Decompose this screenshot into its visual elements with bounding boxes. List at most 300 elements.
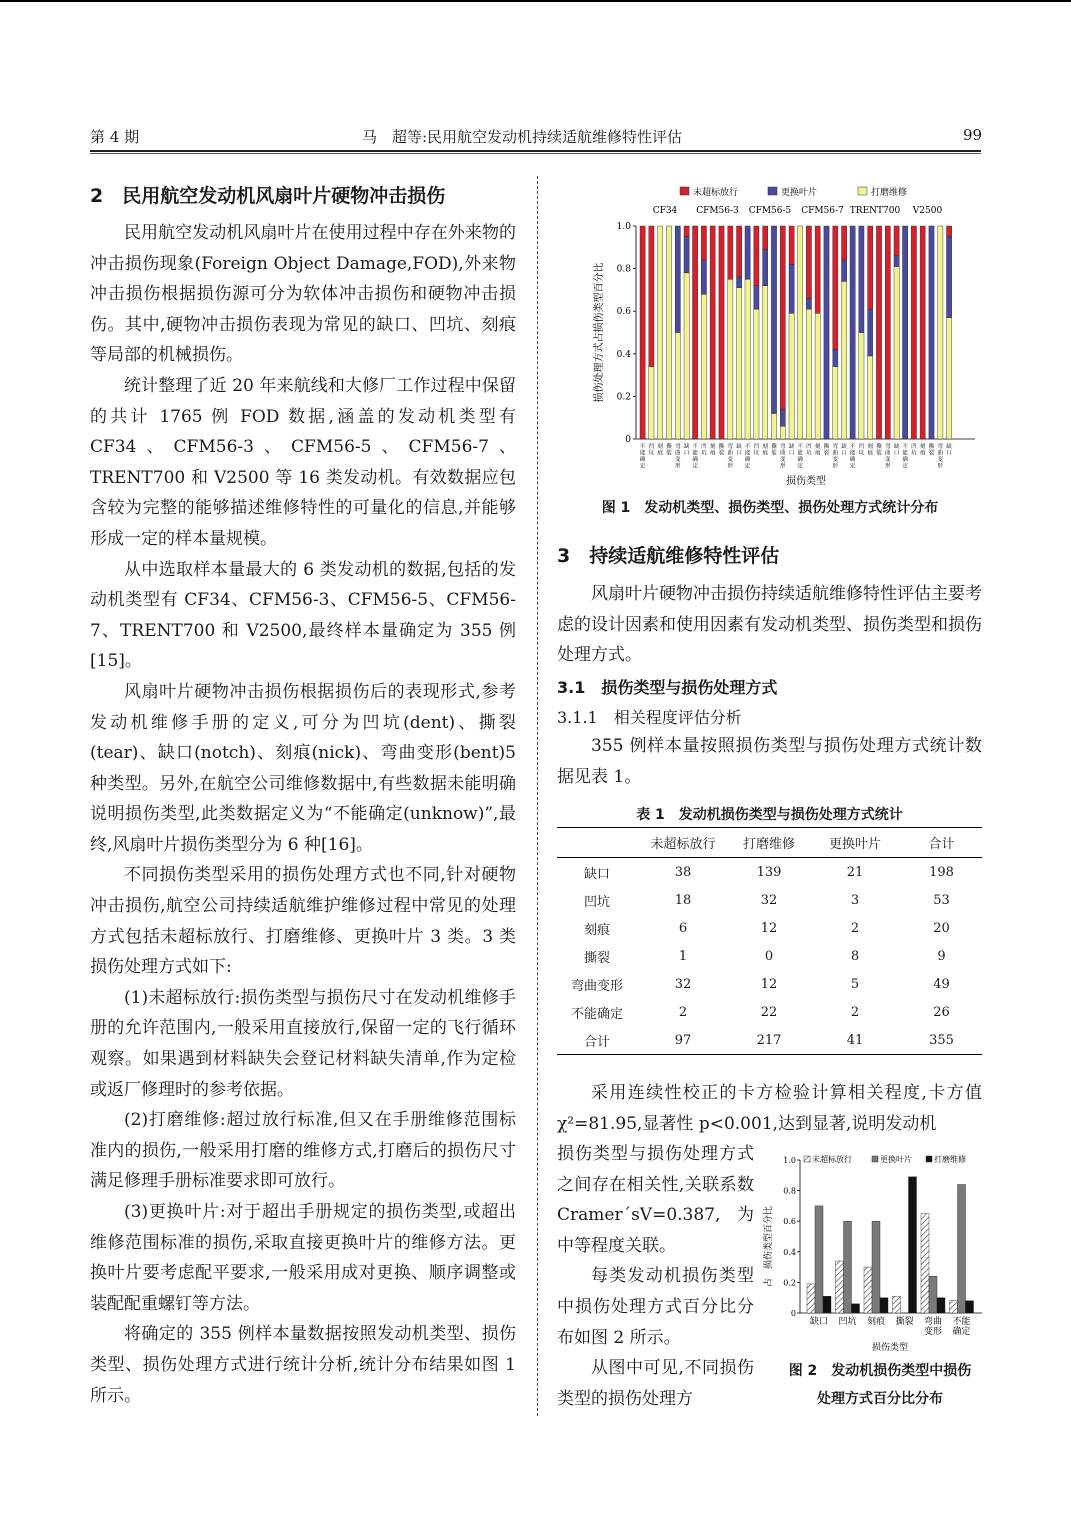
bar	[909, 1177, 917, 1313]
bar-segment	[859, 226, 864, 333]
bar-segment	[701, 226, 706, 260]
x-tick-label: 裂	[823, 450, 830, 457]
bar-segment	[894, 226, 899, 256]
table-cell: 355	[901, 1026, 982, 1055]
bar-segment	[763, 249, 768, 285]
x-tick-label: 不	[797, 444, 803, 450]
bar	[844, 1221, 852, 1313]
x-tick-label: 确	[639, 457, 646, 463]
engine-group-label: V2500	[912, 206, 943, 216]
table-row	[557, 1026, 982, 1055]
x-tick-label: 变	[780, 457, 786, 463]
bar	[921, 1214, 929, 1313]
table-1-caption: 表 1 发动机损伤类型与损伤处理方式统计	[636, 807, 903, 823]
table-cell: 5	[850, 976, 860, 992]
x-tick-label: 变	[937, 457, 944, 463]
legend-label: 打磨维修	[871, 188, 908, 198]
bar-segment	[675, 333, 680, 440]
bar	[929, 1276, 937, 1313]
section-2-body	[90, 218, 516, 1411]
paragraph: 不同损伤类型采用的损伤处理方式也不同,针对硬物冲击损伤,航空公司持续适航维护维修过程中常见的处理方式包括未超标放行、打磨维修、更换叶片 3 类。3 类损伤处理方式如下:	[90, 865, 516, 978]
x-tick-label: 定	[744, 463, 751, 470]
x-tick-label: 曲	[780, 450, 786, 457]
bar-segment	[894, 266, 899, 439]
bar-segment	[929, 226, 934, 439]
bar-segment	[789, 226, 794, 264]
bar-segment	[833, 226, 838, 350]
bar-segment	[666, 226, 671, 439]
table-cell: 9	[937, 948, 946, 964]
legend-swatch	[680, 187, 689, 195]
paragraph: (3)更换叶片:对于超出手册规定的损伤类型,或超出维修范围标准的损伤,采取直接更换叶片的维修方法。更换叶片要考虑配平要求,一般采用成对更换、顺序调整或装配配重螺钉等方法。	[90, 1202, 516, 1314]
row-label: 不能确定	[570, 1006, 623, 1022]
bar-segment	[649, 226, 654, 367]
legend-label: 更换叶片	[781, 188, 818, 198]
paragraph: (2)打磨维修:超过放行标准,但又在手册维修范围标准内的损伤,一般采用打磨的维修方式,打磨后的损伤尺寸满足修理手册标准要求即可放行。	[90, 1110, 516, 1192]
x-tick-label: 能	[849, 450, 856, 457]
row-label: 缺口	[583, 866, 610, 882]
bar	[937, 1298, 945, 1313]
bar	[852, 1304, 860, 1313]
x-tick-label: 口	[736, 450, 742, 457]
x-tick-label: 定	[797, 463, 803, 470]
y-tick-label: 0.8	[783, 1186, 796, 1196]
bar-segment	[780, 409, 785, 426]
x-tick-label: 裂	[718, 450, 725, 457]
x-tick-label: 缺	[946, 444, 952, 450]
x-tick-label: 变	[832, 457, 839, 463]
x-tick-label: 坑	[648, 450, 655, 457]
x-tick-label: 凹	[753, 444, 760, 450]
y-tick-label: 0.4	[783, 1247, 796, 1257]
table-intro	[557, 731, 982, 792]
x-tick-label: 缺	[736, 444, 742, 450]
bar-segment	[824, 226, 829, 439]
bar-segment	[789, 264, 794, 313]
paragraph: 统计整理了近 20 年来航线和大修厂工作过程中保留的共计 1765 例 FOD 数据,涵盖的发动机类型有 CF34、CFM56-3、CFM56-5、CFM56-7、TRENT700 和 V2500 等 16 类发动机。有效数据应包含较为完整的能够描述维修特性的可量化的信息,并能够形成一定的样本量规模。	[90, 375, 516, 549]
bar-segment	[649, 367, 654, 439]
x-tick-label: 坑	[753, 450, 760, 457]
x-tick-label: 刻	[867, 444, 873, 450]
bar-segment	[938, 226, 943, 439]
x-tick-label: 弯	[832, 444, 839, 450]
x-tick-label: 定	[692, 463, 698, 470]
bar-segment	[728, 226, 733, 279]
x-tick-label: 口	[683, 450, 690, 457]
column-header: 打磨维修	[729, 828, 809, 858]
x-tick-label: 缺口	[809, 1317, 829, 1327]
x-tick-label: 变	[885, 457, 891, 463]
x-tick-label: 痕	[919, 450, 926, 457]
bar-segment	[710, 226, 715, 439]
x-tick-label: 裂	[771, 450, 777, 457]
y-tick-label: 0.6	[783, 1217, 796, 1227]
bar-segment	[876, 226, 881, 439]
legend-label: 未超标放行	[812, 1155, 852, 1164]
table-cell: 32	[674, 976, 692, 992]
table-header-row	[557, 828, 982, 858]
x-tick-label: 缺	[683, 444, 690, 450]
x-tick-label: 凹	[648, 444, 655, 450]
x-tick-label: 变	[675, 457, 681, 463]
x-tick-label: 曲	[937, 450, 944, 457]
paragraph: 民用航空发动机风扇叶片在使用过程中存在外来物的冲击损伤现象(Foreign Object Damage,FOD),外来物冲击损伤根据损伤源可分为软体冲击损伤和硬物冲击损伤。其中,硬物冲击损伤表现为常见的缺口、凹坑、刻痕等局部的机械损伤。	[90, 223, 516, 366]
engine-group-label: CFM56-3	[696, 206, 739, 216]
x-tick-label: 确	[744, 457, 751, 463]
x-tick-label: 撕裂	[895, 1317, 914, 1327]
running-title: 马 超等:民用航空发动机持续适航维修特性评估	[362, 128, 683, 146]
x-tick-label: 确	[849, 457, 856, 463]
table-cell: 49	[933, 976, 950, 992]
x-tick-label: 不	[744, 444, 751, 450]
y-tick-label: 0.8	[616, 264, 631, 275]
table-cell: 12	[760, 920, 778, 936]
paragraph: 从图中可见,不同损伤类型的损伤处理方	[557, 1358, 754, 1409]
top-border	[0, 0, 1071, 2]
x-tick-label: 缺	[893, 444, 900, 450]
bar-segment	[911, 226, 916, 439]
paragraph: 损伤类型与损伤处理方式之间存在相关性,关联系数 Cramer´sV=0.387,为中等程度关联。	[557, 1144, 754, 1256]
bar-segment	[885, 226, 890, 439]
x-tick-label: 刻	[762, 444, 768, 450]
x-tick-label: 口	[788, 450, 795, 457]
table-cell: 20	[933, 920, 950, 936]
table-cell: 217	[729, 1026, 809, 1055]
x-tick-label: 弯	[937, 444, 944, 450]
x-tick-label: 凹	[858, 444, 865, 450]
table-cell: 139	[756, 864, 782, 880]
header-rule-thin	[90, 153, 981, 154]
bar-segment	[789, 313, 794, 439]
x-tick-label: 口	[893, 450, 900, 457]
x-tick-label: 确	[692, 457, 698, 463]
x-tick-label: 能	[692, 450, 698, 457]
x-tick-label: 形	[675, 463, 681, 470]
bar-segment	[868, 226, 873, 309]
y-axis-label: 占 损伤类型百分比	[764, 1205, 774, 1288]
bar-segment	[920, 226, 925, 439]
x-tick-label: 形	[885, 463, 891, 470]
x-tick-label: 弯	[727, 444, 734, 450]
bar-segment	[842, 260, 847, 281]
row-label: 撕裂	[583, 950, 610, 966]
x-tick-label: 刻痕	[866, 1317, 886, 1327]
x-tick-label: 不	[849, 444, 856, 450]
bar-segment	[737, 277, 742, 288]
y-tick-label: 0.6	[616, 307, 631, 318]
bar-segment	[842, 281, 847, 439]
x-tick-label: 定	[849, 463, 856, 470]
bar-segment	[675, 226, 680, 333]
x-tick-label: 凹	[806, 444, 812, 450]
engine-group-label: TRENT700	[849, 206, 901, 216]
legend-label: 未超标放行	[693, 188, 739, 198]
x-tick-label: 口	[946, 450, 952, 457]
bar-segment	[771, 226, 776, 413]
table-cell: 26	[933, 1004, 950, 1020]
section-3-title: 3 持续适航维修特性评估	[557, 545, 780, 567]
bar	[893, 1296, 901, 1313]
table-cell: 3	[850, 892, 860, 908]
table-cell: 53	[933, 892, 950, 908]
bar-segment	[719, 226, 724, 439]
x-tick-label: 形	[832, 463, 839, 470]
figure-2-caption-line-2: 处理方式百分比分布	[817, 1391, 943, 1407]
bar-segment	[745, 226, 750, 279]
header-rule	[90, 150, 981, 152]
narrow-column-text	[557, 1139, 754, 1414]
bar	[836, 1261, 844, 1313]
table-cell: 2	[678, 1004, 688, 1020]
bar-segment	[684, 237, 689, 273]
x-tick-label: 弯	[885, 444, 891, 450]
bar-segment	[894, 256, 899, 267]
x-tick-label: 凹	[701, 444, 707, 450]
y-axis-label: 损伤处理方式占损伤类型百分比	[594, 262, 605, 403]
x-tick-label: 弯	[675, 444, 681, 450]
x-tick-label: 凹坑	[838, 1317, 857, 1327]
bar	[872, 1221, 880, 1313]
bar-segment	[693, 226, 698, 439]
bar	[815, 1206, 823, 1313]
bar	[880, 1298, 888, 1313]
bar-segment	[842, 226, 847, 260]
x-tick-label: 能	[797, 450, 803, 457]
y-tick-label: 0.2	[783, 1278, 796, 1288]
section-3-intro	[557, 579, 982, 671]
x-tick-label: 痕	[867, 450, 873, 457]
bar-segment	[947, 226, 952, 237]
paragraph: 风扇叶片硬物冲击损伤根据损伤后的表现形式,参考发动机维修手册的定义,可分为凹坑(dent)、撕裂(tear)、缺口(notch)、刻痕(nick)、弯曲变形(bent)5 种类型。另外,在航空公司维修数据中,有些数据未能明确说明损伤类型,此类数据定义为“不能确定(unknow)”,最终,风扇叶片损伤类型分为 6 种[16]。	[90, 681, 516, 855]
x-axis-label: 损伤类型	[786, 476, 826, 487]
column-header: 合计	[901, 828, 982, 858]
x-tick-label: 坑	[911, 450, 917, 457]
table-cell: 22	[760, 1004, 778, 1020]
row-label: 凹坑	[583, 894, 610, 910]
legend-swatch	[858, 187, 867, 195]
x-tick-label: 形	[937, 463, 944, 470]
bar-segment	[737, 288, 742, 439]
y-tick-label: 0	[790, 1309, 796, 1318]
figure-1-caption: 图 1 发动机类型、损伤类型、损伤处理方式统计分布	[601, 500, 939, 516]
x-tick-label: 刻	[919, 444, 926, 450]
paragraph: 355 例样本量按照损伤类型与损伤处理方式统计数据见表 1。	[557, 736, 982, 787]
x-tick-label: 形	[727, 463, 734, 470]
x-axis-label: 损伤类型	[871, 1343, 909, 1353]
legend-swatch	[804, 1156, 810, 1162]
bar-segment	[640, 226, 645, 439]
table-cell: 21	[846, 864, 864, 880]
x-tick-label: 缺	[788, 444, 795, 450]
x-tick-label: 能	[902, 450, 908, 457]
bar-segment	[859, 333, 864, 440]
y-tick-label: 1.0	[616, 222, 631, 232]
x-tick-label: 裂	[666, 450, 672, 457]
x-tick-label: 不	[692, 444, 698, 450]
bar-segment	[684, 273, 689, 439]
table-1	[557, 827, 982, 1055]
bar-segment	[868, 309, 873, 356]
x-tick-label: 弯曲	[923, 1317, 943, 1327]
legend-swatch	[872, 1156, 878, 1162]
table-row	[557, 914, 982, 942]
x-tick-label: 曲	[727, 450, 734, 457]
x-tick-label: 刻	[814, 444, 821, 450]
section-2-title: 2 民用航空发动机风扇叶片硬物冲击损伤	[90, 185, 446, 207]
page-number: 99	[963, 126, 983, 144]
table-row	[557, 858, 982, 887]
figure-2-caption-line-1: 图 2 发动机损伤类型中损伤	[788, 1363, 972, 1379]
bar-segment	[780, 226, 785, 409]
legend-label: 更换叶片	[880, 1155, 912, 1164]
paragraph: 从中选取样本量最大的 6 类发动机的数据,包括的发动机类型有 CF34、CFM56-3、CFM56-5、CFM56-7、TRENT700 和 V2500,最终样本量确定为 355 例[15]。	[90, 559, 516, 672]
bar	[958, 1184, 966, 1313]
table-cell: 198	[929, 864, 954, 880]
x-tick-label: 不能	[952, 1317, 971, 1327]
bar-segment	[806, 298, 811, 309]
bar-segment	[815, 313, 820, 439]
table-row	[557, 970, 982, 998]
table-cell: 1	[678, 948, 688, 964]
bar-segment	[947, 237, 952, 318]
table-cell: 2	[850, 920, 860, 936]
bar-segment	[833, 350, 838, 367]
x-tick-label: 确	[797, 457, 803, 463]
legend-swatch	[926, 1156, 932, 1162]
row-label: 刻痕	[583, 922, 610, 938]
x-tick-label: 痕	[762, 450, 768, 457]
y-tick-label: 0.4	[616, 349, 631, 360]
subsection-3-1-1-title: 3.1.1 相关程度评估分析	[557, 708, 742, 727]
bar-segment	[798, 226, 803, 439]
x-tick-label: 痕	[657, 450, 663, 457]
paragraph: 采用连续性校正的卡方检验计算相关程度,卡方值χ²=81.95,显著性 p<0.001,达到显著,说明发动机	[557, 1083, 982, 1134]
x-tick-label: 刻	[709, 444, 716, 450]
bar-segment	[763, 286, 768, 439]
x-tick-label: 能	[744, 450, 751, 457]
table-cell: 32	[760, 892, 778, 908]
x-tick-label: 弯	[780, 444, 786, 450]
bar	[950, 1301, 958, 1313]
subsection-3-1-title: 3.1 损伤类型与损伤处理方式	[557, 678, 778, 697]
x-tick-label: 曲	[675, 450, 681, 457]
bar	[864, 1267, 872, 1313]
x-tick-label: 撕	[666, 444, 672, 450]
bar	[966, 1301, 974, 1313]
table-cell: 38	[674, 864, 692, 880]
bar-segment	[903, 226, 908, 439]
column-header	[557, 828, 637, 858]
table-cell: 97	[637, 1026, 729, 1055]
x-tick-label: 确定	[952, 1327, 971, 1337]
column-header: 未超标放行	[637, 828, 729, 858]
table-cell: 18	[674, 892, 692, 908]
paragraph: 将确定的 355 例样本量数据按照发动机类型、损伤类型、损伤处理方式进行统计分析,统计分布结果如图 1 所示。	[90, 1324, 516, 1406]
x-tick-label: 撕	[876, 444, 882, 450]
x-tick-label: 变	[727, 457, 734, 463]
row-label: 弯曲变形	[570, 978, 623, 994]
y-tick-label: 1.0	[783, 1156, 796, 1165]
table-cell: 2	[850, 1004, 860, 1020]
bar-segment	[737, 226, 742, 277]
table-cell: 8	[850, 948, 860, 964]
x-tick-label: 曲	[832, 450, 839, 457]
bar-segment	[754, 226, 759, 286]
x-tick-label: 形	[780, 463, 786, 470]
engine-group-label: CFM56-7	[801, 206, 844, 216]
issue-number: 第 4 期	[90, 128, 140, 146]
x-tick-label: 能	[639, 450, 646, 457]
chi-square-paragraph	[557, 1078, 982, 1139]
bar-segment	[815, 226, 820, 313]
bar-segment	[780, 426, 785, 439]
figure-1-chart	[580, 178, 980, 490]
x-tick-label: 凹	[911, 444, 917, 450]
bar-segment	[754, 286, 759, 309]
bar-segment	[701, 260, 706, 294]
x-tick-label: 定	[902, 463, 908, 470]
x-tick-label: 坑	[806, 450, 812, 457]
x-tick-label: 不	[639, 444, 646, 450]
x-tick-label: 定	[639, 463, 646, 470]
bar-segment	[771, 413, 776, 439]
bar	[823, 1296, 831, 1313]
table-row	[557, 886, 982, 914]
bar-segment	[806, 226, 811, 298]
x-tick-label: 撕	[928, 444, 935, 450]
bar-segment	[754, 309, 759, 439]
table-row	[557, 998, 982, 1026]
bar-segment	[684, 226, 689, 237]
figure-2-chart	[760, 1148, 985, 1356]
table-cell: 0	[764, 948, 774, 964]
x-tick-label: 坑	[701, 450, 707, 457]
bar-segment	[833, 367, 838, 439]
bar-segment	[701, 294, 706, 439]
x-tick-label: 变形	[923, 1327, 943, 1337]
x-tick-label: 痕	[814, 450, 821, 457]
x-tick-label: 裂	[928, 450, 935, 457]
bar-segment	[850, 226, 855, 439]
paragraph: 风扇叶片硬物冲击损伤持续适航维修特性评估主要考虑的设计因素和使用因素有发动机类型、损伤类型和损伤处理方式。	[557, 584, 982, 666]
x-tick-label: 痕	[709, 450, 716, 457]
x-tick-label: 撕	[771, 444, 777, 450]
x-tick-label: 不	[902, 444, 908, 450]
bar	[807, 1284, 815, 1313]
bar-segment	[763, 226, 768, 249]
row-label: 合计	[557, 1026, 637, 1055]
x-tick-label: 曲	[885, 450, 891, 457]
bar-segment	[806, 309, 811, 439]
legend-label: 打磨维修	[934, 1155, 966, 1164]
x-tick-label: 缺	[841, 444, 847, 450]
bar-segment	[745, 279, 750, 439]
table-row	[557, 942, 982, 970]
y-tick-label: 0.2	[616, 392, 631, 403]
column-separator	[537, 176, 538, 1416]
x-tick-label: 撕	[718, 444, 725, 450]
x-tick-label: 刻	[657, 444, 663, 450]
paragraph: (1)未超标放行:损伤类型与损伤尺寸在发动机维修手册的允许范围内,一般采用直接放行,保留一定的飞行循环观察。如果遇到材料缺失会登记材料缺失清单,作为定检或返厂修理时的参考依据。	[90, 987, 516, 1100]
engine-group-label: CFM56-5	[748, 206, 792, 216]
table-cell: 6	[678, 920, 688, 936]
table-cell: 41	[809, 1026, 901, 1055]
paragraph: 每类发动机损伤类型中损伤处理方式百分比分布如图 2 所示。	[557, 1266, 754, 1348]
bar-segment	[868, 356, 873, 439]
engine-group-label: CF34	[652, 206, 678, 216]
bar-segment	[947, 318, 952, 439]
table-cell: 12	[760, 976, 778, 992]
